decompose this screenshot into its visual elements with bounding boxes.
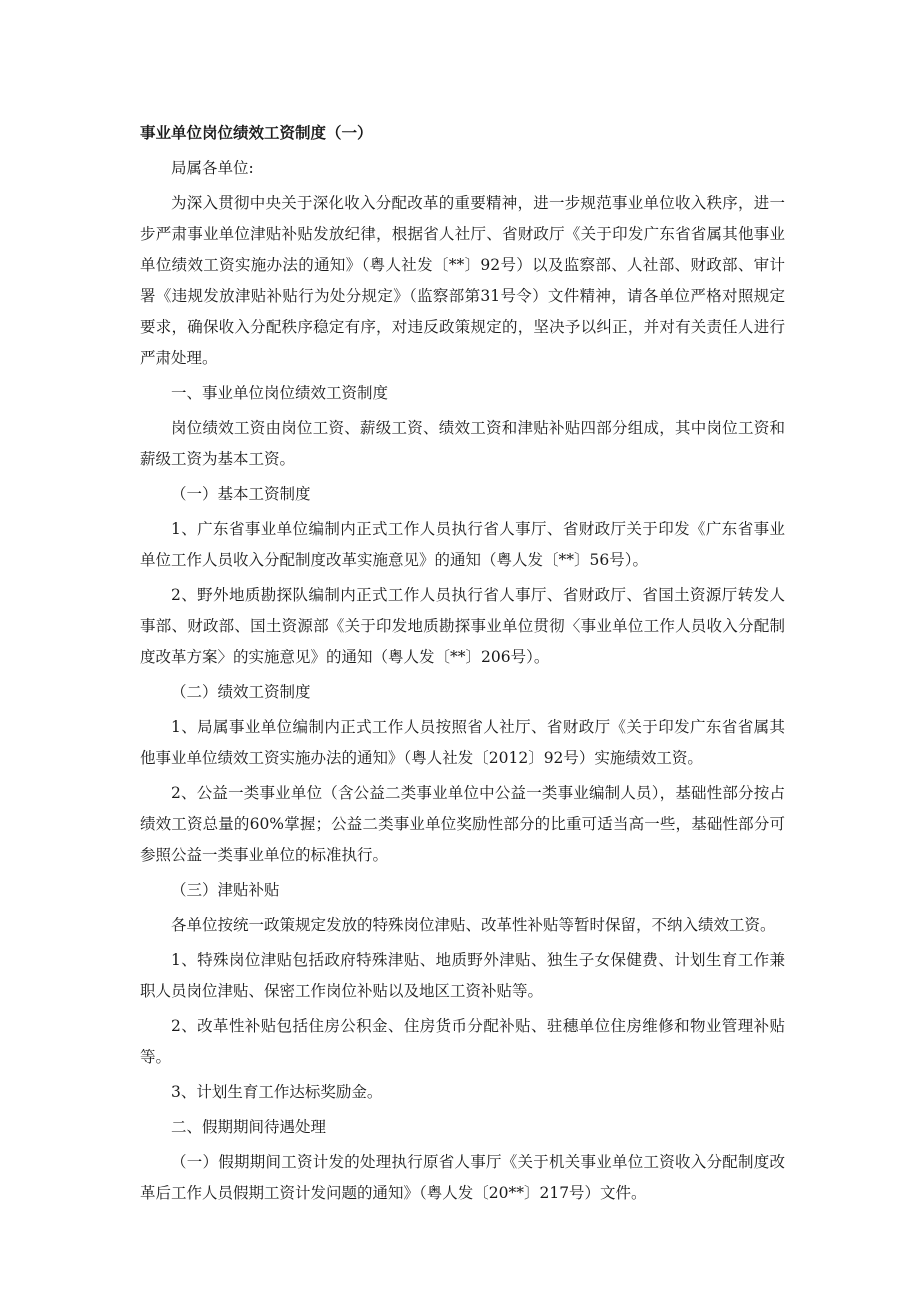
- subsection-heading: （二）绩效工资制度: [171, 683, 311, 701]
- subsection-heading: （一）基本工资制度: [171, 485, 311, 503]
- paragraph: （一）假期期间工资计发的处理执行原省人事厅《关于机关事业单位工资收入分配制度改革后工作人员假期工资计发问题的通知》（粤人发〔20**〕217号）文件。: [140, 1153, 785, 1202]
- salutation: 局属各单位:: [171, 159, 254, 177]
- paragraph: 各单位按统一政策规定发放的特殊岗位津贴、改革性补贴等暂时保留，不纳入绩效工资。: [171, 916, 776, 934]
- section-heading-1: 一、事业单位岗位绩效工资制度: [171, 384, 389, 402]
- paragraph-intro: 为深入贯彻中央关于深化收入分配改革的重要精神，进一步规范事业单位收入秩序，进一步严肃事业单位津贴补贴发放纪律，根据省人社厅、省财政厅《关于印发广东省省属其他事业单位绩效工资实施办法的通知》（粤人社发〔**〕92号）以及监察部、人社部、财政部、审计署《违规发放津贴补贴行为处分规定》（监察部第31号令）文件精神，请各单位严格对照规定要求，确保收入分配秩序稳定有序，对违反政策规定的，坚决予以纠正，并对有关责任人进行严肃处理。: [140, 194, 785, 367]
- paragraph: 1、广东省事业单位编制内正式工作人员执行省人事厅、省财政厅关于印发《广东省事业单位工作人员收入分配制度改革实施意见》的通知（粤人发〔**〕56号）。: [140, 520, 785, 569]
- paragraph: 1、局属事业单位编制内正式工作人员按照省人社厅、省财政厅《关于印发广东省省属其他事业单位绩效工资实施办法的通知》（粤人社发〔2012〕92号）实施绩效工资。: [140, 718, 785, 767]
- paragraph: 3、计划生育工作达标奖励金。: [171, 1083, 383, 1101]
- paragraph: 岗位绩效工资由岗位工资、薪级工资、绩效工资和津贴补贴四部分组成，其中岗位工资和薪级工资为基本工资。: [140, 419, 785, 468]
- paragraph: 2、改革性补贴包括住房公积金、住房货币分配补贴、驻穗单位住房维修和物业管理补贴等。: [140, 1017, 785, 1066]
- paragraph: 2、野外地质勘探队编制内正式工作人员执行省人事厅、省财政厅、省国土资源厅转发人事部、财政部、国土资源部《关于印发地质勘探事业单位贯彻〈事业单位工作人员收入分配制度改革方案〉的实施意见》的通知（粤人发〔**〕206号）。: [140, 586, 785, 666]
- subsection-heading: （三）津贴补贴: [171, 881, 280, 899]
- paragraph: 2、公益一类事业单位（含公益二类事业单位中公益一类事业编制人员），基础性部分按占绩效工资总量的60%掌握；公益二类事业单位奖励性部分的比重可适当高一些，基础性部分可参照公益一类事业单位的标准执行。: [140, 784, 785, 864]
- document-title: 事业单位岗位绩效工资制度（一）: [140, 124, 373, 142]
- document-page: [140, 118, 785, 1213]
- section-heading-2: 二、假期期间待遇处理: [171, 1118, 327, 1136]
- paragraph: 1、特殊岗位津贴包括政府特殊津贴、地质野外津贴、独生子女保健费、计划生育工作兼职人员岗位津贴、保密工作岗位补贴以及地区工资补贴等。: [140, 951, 785, 1000]
